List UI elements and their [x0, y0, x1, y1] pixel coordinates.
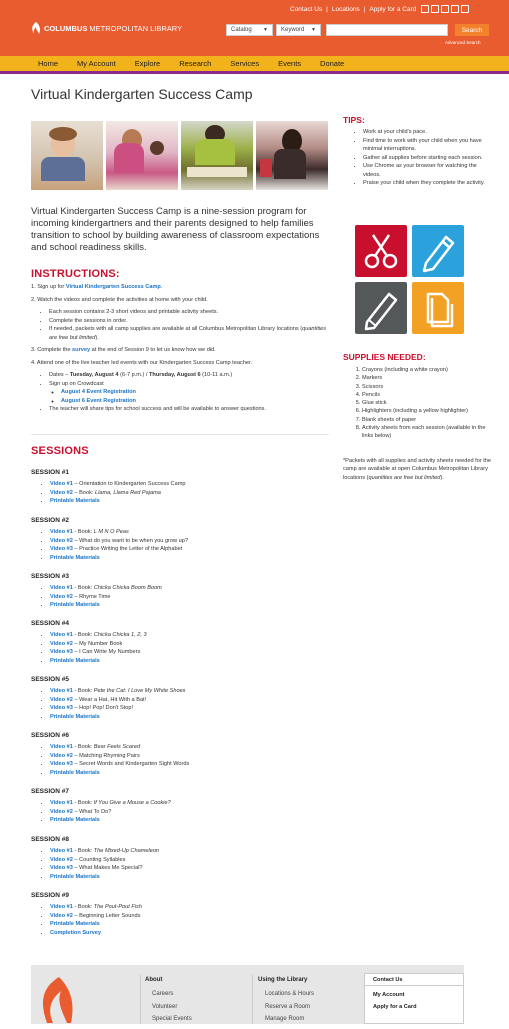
session-item: [50, 799, 331, 808]
catalog-select[interactable]: [226, 24, 273, 36]
search-bar: [226, 24, 489, 36]
chevron-down-icon: ▼: [311, 27, 316, 33]
session-item: [50, 696, 331, 705]
session-item-text: – Secret Words and Kindergarten Sight Words: [72, 761, 190, 767]
supplies-heading: SUPPLIES NEEDED:: [343, 352, 426, 362]
keyword-select[interactable]: [276, 24, 321, 36]
session-title: SESSION #1: [31, 469, 69, 476]
session-link[interactable]: Printable Materials: [50, 713, 100, 720]
session-link[interactable]: Video #1: [50, 529, 73, 535]
session-block: [31, 788, 331, 825]
session-title: SESSION #7: [31, 788, 69, 795]
book-title: If You Give a Mouse a Cookie?: [93, 800, 171, 806]
session-item: [50, 769, 331, 778]
session-item: [50, 480, 331, 489]
supply-item: 1. Crayons (including a white crayon): [362, 366, 492, 374]
session-item-text: – What Makes Me Special?: [72, 865, 143, 871]
session-items: [50, 480, 331, 506]
session-link[interactable]: Video #1: [50, 481, 73, 487]
separator: |: [363, 5, 366, 13]
session-item: [50, 648, 331, 657]
bullet: [61, 397, 331, 406]
footer-using-title: Using the Library: [258, 977, 308, 983]
session-link[interactable]: Video #2: [50, 640, 73, 647]
intro-paragraph: Virtual Kindergarten Success Camp is a nine-session program for incoming kindergartners and their parents designed to help families transition to school by building awareness of classroom expectations and school readiness skills.: [31, 206, 320, 253]
session-item-text: – Counting Syllables: [72, 856, 126, 863]
tip-item: • Praise your child when they complete the activity.: [363, 179, 495, 188]
session-item: [50, 545, 331, 554]
session-item: [50, 847, 331, 856]
session-block: [31, 732, 331, 777]
session-link[interactable]: Video #3: [50, 649, 73, 655]
bullet: • Sign up on Crowdcast: [49, 380, 331, 389]
survey-link[interactable]: survey: [72, 347, 91, 353]
youtube-icon[interactable]: [461, 5, 469, 13]
nav-services[interactable]: Services: [230, 59, 260, 68]
nav-my-account[interactable]: My Account: [77, 59, 116, 68]
logo-rest: METROPOLITAN LIBRARY: [87, 23, 183, 33]
footer-using-column: [258, 977, 314, 1029]
august-4-registration-link[interactable]: August 4 Event Registration: [61, 389, 136, 395]
session-items: [50, 743, 331, 777]
session-item: [50, 864, 331, 873]
divider: [31, 434, 329, 435]
session-link[interactable]: Video #3: [50, 705, 73, 711]
divider: [252, 975, 253, 1024]
session-item-text: – My Number Book: [72, 640, 123, 647]
tip-item: • Find time to work with your child when you have minimal interruptions.: [363, 137, 495, 154]
social-icons: [421, 5, 469, 13]
footer-manage-room-link[interactable]: Manage Room: [265, 1016, 305, 1022]
session-item: [50, 497, 331, 506]
separator: |: [326, 5, 328, 13]
book-title: Chicka Chicka Boom Boom: [93, 585, 162, 591]
nav-events[interactable]: Events: [278, 59, 302, 68]
bullet: • Complete the sessions in order.: [49, 317, 331, 326]
child-photo: [31, 121, 103, 190]
session-item: [50, 912, 331, 921]
session-item: [50, 856, 331, 865]
session-item-text: – Beginning Letter Sounds: [72, 912, 141, 919]
session-block: [31, 836, 331, 881]
child-photo: [106, 121, 178, 190]
august-6-registration-link[interactable]: August 6 Event Registration: [61, 397, 136, 404]
bullet-text: Thursday, August 6: [149, 372, 201, 378]
session-item: [50, 816, 331, 825]
session-title: SESSION #4: [31, 620, 69, 627]
footer-my-account-link[interactable]: My Account: [373, 992, 405, 998]
instructions-list: [31, 283, 331, 414]
session-item: [50, 713, 331, 722]
footer-contact-link[interactable]: Contact Us: [365, 977, 463, 986]
session-title: SESSION #9: [31, 892, 69, 899]
session-link[interactable]: Printable Materials: [50, 554, 100, 561]
pinterest-icon[interactable]: [451, 5, 459, 13]
bullet-text: (6-7 p.m.) /: [118, 372, 150, 378]
scissors-tile: [355, 225, 407, 277]
instruction-step: [31, 283, 331, 292]
footer-account-box: [364, 973, 464, 1024]
scissors-icon: [355, 225, 407, 277]
event-links: [61, 388, 331, 405]
session-items: [50, 687, 331, 721]
step-bullets: [49, 308, 331, 342]
search-input[interactable]: [326, 24, 448, 36]
supply-item: 2. Markers: [362, 374, 492, 382]
session-link[interactable]: Video #2: [50, 752, 73, 759]
session-item: [50, 584, 331, 593]
session-item: [50, 601, 331, 610]
session-item: [50, 537, 331, 546]
bullet-text: If needed, packets with all camp supplies are available at all Columbus Metropolitan Library locations (: [49, 326, 303, 332]
session-item: [50, 640, 331, 649]
nav-explore[interactable]: Explore: [134, 59, 161, 68]
supply-item: 3. Scissors: [362, 383, 492, 391]
child-photo: [181, 121, 253, 190]
session-items: [50, 584, 331, 610]
facebook-icon[interactable]: [421, 5, 429, 13]
contact-us-link[interactable]: Contact Us: [290, 5, 323, 13]
note-text: *Packets with all supplies and activity sheets needed for the camp are available at open Columbus Metropolitan Library locations (: [343, 458, 492, 481]
session-item: [50, 593, 331, 602]
nav-donate[interactable]: Donate: [320, 59, 345, 68]
logo-bold: COLUMBUS: [44, 23, 88, 33]
session-link[interactable]: Video #2: [50, 537, 73, 544]
bullet: [49, 325, 331, 342]
session-item-text: – Book:: [72, 489, 95, 496]
instruction-step: [31, 346, 331, 355]
footer-reserve-room-link[interactable]: Reserve a Room: [265, 1003, 311, 1010]
session-link[interactable]: Video #2: [50, 808, 73, 815]
flame-logo-icon: [37, 973, 73, 1024]
child-photo: [256, 121, 328, 190]
utility-links: [290, 5, 469, 13]
session-link[interactable]: Video #3: [50, 865, 73, 871]
catalog-select-value: Catalog: [231, 27, 252, 33]
session-item-text: - Book:: [72, 904, 94, 910]
library-logo[interactable]: [31, 21, 182, 35]
footer-about-title: About: [145, 977, 163, 983]
session-title: SESSION #5: [31, 676, 69, 683]
book-title: Pete the Cat: I Love My White Shoes: [93, 688, 186, 694]
session-item: [50, 528, 331, 537]
session-item: [50, 760, 331, 769]
twitter-icon[interactable]: [431, 5, 439, 13]
advanced-search-link[interactable]: Advanced Search: [445, 40, 481, 45]
session-item-text: - Book:: [72, 585, 94, 591]
chevron-down-icon: ▼: [263, 27, 268, 33]
session-link[interactable]: Video #2: [50, 489, 73, 496]
supply-item: 5. Glue stick: [362, 399, 492, 407]
session-link[interactable]: Printable Materials: [50, 817, 100, 823]
session-item-text: – What do you want to be when you grow up?: [72, 537, 188, 544]
footer-about-column: [145, 977, 192, 1029]
session-item: [50, 554, 331, 563]
tip-item: • Use Chrome as your browser for watching the videos.: [363, 162, 495, 179]
session-item: [50, 704, 331, 713]
site-footer: [31, 965, 464, 1024]
bullet-text: quantities are free but limited: [49, 326, 327, 341]
session-link[interactable]: Printable Materials: [50, 657, 100, 664]
step-text: 3. Complete the: [31, 347, 73, 353]
session-item: [50, 873, 331, 882]
session-item: [50, 752, 331, 761]
site-header: [0, 0, 509, 56]
session-link[interactable]: Video #1: [50, 744, 73, 750]
paper-tile: [412, 282, 464, 334]
instruction-step: 2. Watch the videos and complete the activities at home with your child.: [31, 296, 208, 303]
bullet: • The teacher will share tips for school success and will be available to answer questions.: [49, 405, 331, 414]
nav-research[interactable]: Research: [179, 59, 212, 68]
step-text: at the end of Session 9 to let us know how we did.: [90, 347, 216, 353]
supply-item: 4. Pencils: [362, 391, 492, 399]
session-link[interactable]: Video #1: [50, 800, 73, 806]
nav-home[interactable]: Home: [38, 59, 59, 68]
session-title: SESSION #3: [31, 573, 69, 580]
supply-item: 8. Activity sheets from each session (available in the links below): [362, 424, 492, 441]
bullet: • Each session contains 2-3 short videos and printable activity sheets.: [49, 308, 331, 317]
session-block: [31, 676, 331, 721]
session-item-text: – Hop! Pop! Don't Stop!: [72, 705, 134, 711]
session-title: SESSION #6: [31, 732, 69, 739]
locations-link[interactable]: Locations: [331, 5, 360, 13]
book-title: The Mixed-Up Chameleon: [93, 848, 160, 854]
session-item-text: – Practice Writing the Letter of the Alphabet: [72, 546, 183, 552]
session-link[interactable]: Video #1: [50, 585, 73, 591]
instructions-heading: INSTRUCTIONS:: [31, 268, 120, 280]
page-title: Virtual Kindergarten Success Camp: [31, 86, 253, 102]
bullet: [61, 388, 331, 397]
book-title: Llama, Llama Red Pajama: [94, 489, 161, 496]
session-title: SESSION #8: [31, 836, 69, 843]
tip-item: • Gather all supplies before starting each session.: [363, 154, 495, 163]
session-item-text: – Matching Rhyming Pairs: [72, 752, 140, 759]
search-button[interactable]: Search: [455, 24, 489, 36]
session-item-text: - Book:: [72, 688, 94, 694]
session-link[interactable]: Video #3: [50, 546, 73, 552]
bullet-text: (10-11 a.m.): [200, 372, 233, 378]
note-text: quantities are free but limited: [368, 474, 441, 481]
step-bullets: [49, 371, 331, 414]
photo-strip: [31, 121, 328, 190]
marker-tile: [412, 225, 464, 277]
book-title: Chicka Chicka 1, 2, 3: [93, 632, 147, 638]
session-items: [50, 631, 331, 665]
step-text: .: [160, 284, 163, 290]
session-item: [50, 903, 331, 912]
footer-careers-link[interactable]: Careers: [152, 991, 174, 997]
session-item: [50, 743, 331, 752]
session-block: [31, 620, 331, 665]
session-item-text: - Book:: [72, 800, 94, 806]
apply-for-card-link[interactable]: Apply for a Card: [369, 5, 417, 13]
supplies-note: [343, 457, 493, 482]
session-link[interactable]: Printable Materials: [50, 602, 100, 608]
supply-item: 7. Blank sheets of paper: [362, 416, 492, 424]
session-item-text: - Book:: [72, 848, 94, 854]
pencil-tile: [355, 282, 407, 334]
session-item-text: – Rhyme Time: [72, 593, 111, 600]
session-item-text: – What To Do?: [72, 808, 112, 815]
session-link[interactable]: Printable Materials: [50, 873, 100, 880]
session-items: [50, 528, 331, 562]
session-link[interactable]: Video #2: [50, 696, 73, 703]
instagram-icon[interactable]: [441, 5, 449, 13]
session-item-text: – Wear a Hat, Hit With a Bat!: [72, 696, 147, 703]
session-item: [50, 489, 331, 498]
bullet-text: Dates –: [49, 372, 70, 378]
session-link[interactable]: Printable Materials: [50, 769, 100, 776]
session-link[interactable]: Video #1: [50, 688, 73, 694]
session-block: [31, 573, 331, 610]
tip-item: • Work at your child's pace.: [363, 128, 495, 137]
session-item: [50, 920, 331, 929]
session-link[interactable]: Printable Materials: [50, 498, 100, 504]
session-block: [31, 469, 331, 506]
session-block: [31, 892, 331, 937]
sessions-heading: SESSIONS: [31, 445, 89, 457]
book-title: L M N O Peas: [93, 529, 129, 535]
session-link[interactable]: Printable Materials: [50, 921, 100, 927]
bullet-text: ).: [95, 334, 99, 341]
session-link[interactable]: Video #2: [50, 912, 73, 919]
session-item: [50, 808, 331, 817]
tips-list: [355, 128, 495, 188]
session-items: [50, 903, 331, 937]
session-link[interactable]: Video #1: [50, 632, 73, 638]
book-title: Bear Feels Scared: [93, 744, 141, 750]
note-text: ).: [440, 474, 444, 481]
session-item: [50, 631, 331, 640]
session-item: [50, 687, 331, 696]
session-items: [50, 799, 331, 825]
supplies-list: [362, 366, 492, 441]
pencil-icon: [412, 225, 464, 277]
paper-icon: [412, 282, 464, 334]
session-link[interactable]: Video #1: [50, 904, 73, 910]
session-item-text: - Book:: [72, 744, 94, 750]
main-nav: [0, 56, 509, 74]
keyword-select-value: Keyword: [281, 27, 305, 33]
session-item-text: - Book:: [72, 632, 94, 638]
session-item: [50, 929, 331, 938]
book-title: The Pout-Pout Fish: [93, 904, 142, 910]
bullet: [49, 371, 331, 380]
footer-special-events-link[interactable]: Special Events: [152, 1016, 192, 1022]
footer-apply-card-link[interactable]: Apply for a Card: [373, 1004, 417, 1010]
pencil-icon: [355, 282, 407, 334]
session-items: [50, 847, 331, 881]
session-item-text: – I Can Write My Numbers: [72, 649, 141, 655]
session-link[interactable]: Video #1: [50, 848, 73, 854]
footer-volunteer-link[interactable]: Volunteer: [152, 1003, 178, 1010]
session-link[interactable]: Video #2: [50, 856, 73, 863]
camp-signup-link[interactable]: Virtual Kindergarten Success Camp: [65, 284, 161, 290]
step-text: 1. Sign up for: [31, 284, 66, 290]
session-item-text: – Orientation to Kindergarten Success Camp: [72, 481, 186, 487]
instruction-step: 4. Attend one of the live teacher led events with our Kindergarten Success Camp teacher.: [31, 359, 253, 366]
session-link[interactable]: Video #3: [50, 761, 73, 767]
bullet-text: Tuesday, August 4: [69, 372, 119, 378]
session-item: [50, 657, 331, 666]
session-link[interactable]: Completion Survey: [50, 929, 101, 936]
session-title: SESSION #2: [31, 517, 69, 524]
session-item-text: - Book:: [72, 529, 94, 535]
footer-locations-link[interactable]: Locations & Hours: [265, 991, 315, 997]
flame-logo-icon: [31, 21, 41, 35]
divider: [140, 975, 141, 1024]
supply-item: 6. Highlighters (including a yellow highlighter): [362, 407, 492, 415]
session-block: [31, 517, 331, 562]
tips-heading: TIPS:: [343, 115, 365, 125]
session-link[interactable]: Video #2: [50, 593, 73, 600]
